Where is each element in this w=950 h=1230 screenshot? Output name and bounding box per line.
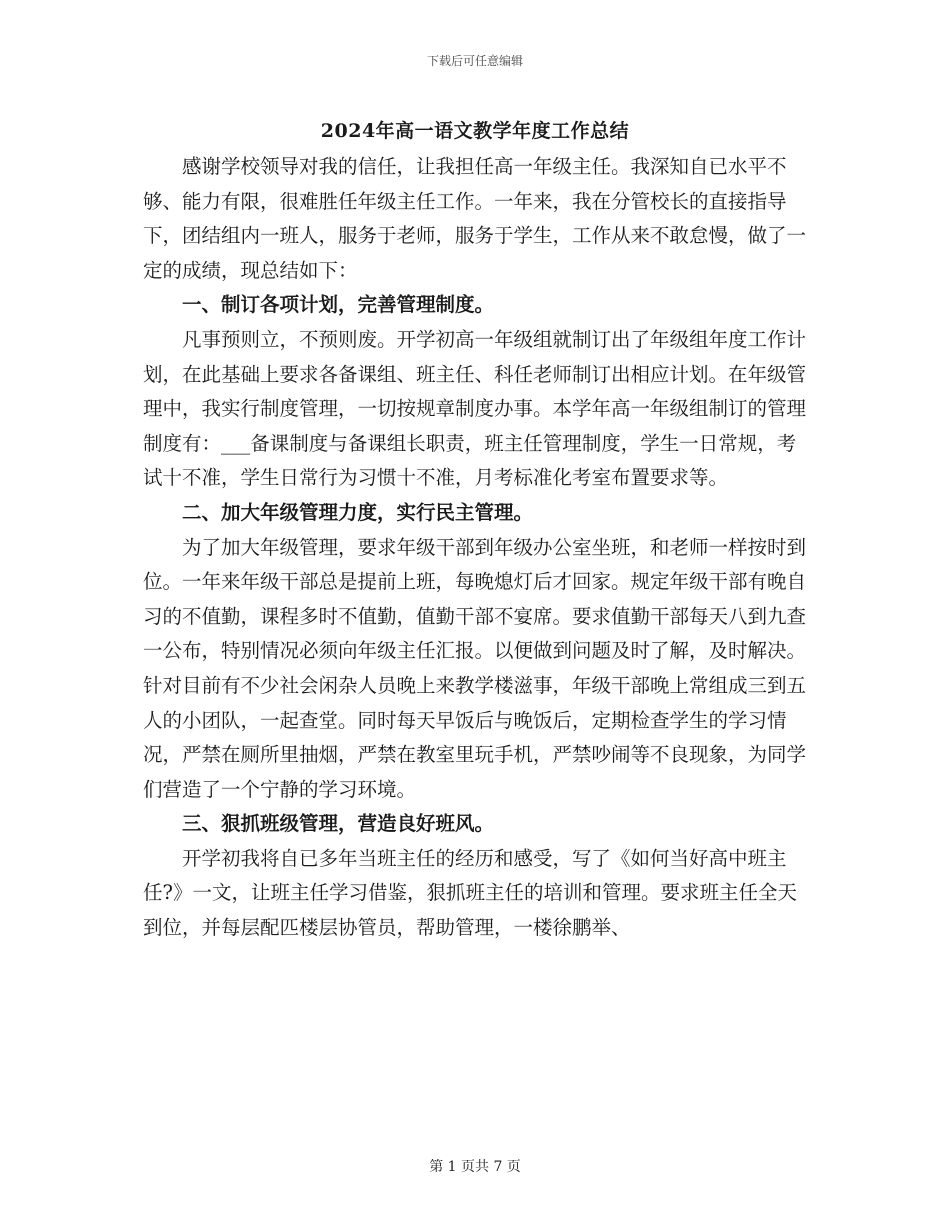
section-heading-2: 二、加大年级管理力度，实行民主管理。: [182, 500, 534, 524]
document-body: [143, 150, 813, 946]
section-paragraph-3: 开学初我将自已多年当班主任的经历和感受，写了《如何当好高中班主任?》一文，让班主任学习借鉴，狠抓班主任的培训和管理。要求班主任全天到位，并每层配匹楼层协管员，帮助管理，一楼徐鹏举、: [143, 846, 797, 940]
section-paragraph-2: 为了加大年级管理，要求年级干部到年级办公室坐班，和老师一样按时到位。一年来年级干部总是提前上班，每晚熄灯后才回家。规定年级干部有晚自习的不值勤，课程多时不值勤，值勤干部不宴席。要求值勤干部每天八到九查一公布，特别情况必须向年级主任汇报。以便做到问题及时了解，及时解决。针对目前有不少社会闲杂人员晚上来教学楼滋事，年级干部晚上常组成三到五人的小团队，一起查堂。同时每天早饭后与晚饭后，定期检查学生的学习情况，严禁在厕所里抽烟，严禁在教室里玩手机，严禁吵闹等不良现象，为同学们营造了一个宁静的学习环境。: [143, 535, 807, 801]
document-title: 2024年高一语文教学年度工作总结: [320, 120, 630, 142]
page-number: 第 1 页共 7 页: [429, 1159, 521, 1175]
section-heading-3: 三、狠抓班级管理，营造良好班风。: [182, 812, 495, 836]
section-heading-1: 一、制订各项计划，完善管理制度。: [182, 293, 495, 317]
section-paragraph-1: 凡事预则立，不预则废。开学初高一年级组就制订出了年级组年度工作计划，在此基础上要求各备课组、班主任、科任老师制订出相应计划。在年级管理中，我实行制度管理，一切按规章制度办事。本学年高一年级组制订的管理制度有：___备课制度与备课组长职责，班主任管理制度，学生一日常规，考试十不准，学生日常行为习惯十不准，月考标准化考室布置要求等。: [143, 327, 807, 490]
page-header-note: 下载后可任意编辑: [426, 54, 523, 68]
intro-paragraph: 感谢学校领导对我的信任，让我担任高一年级主任。我深知自已水平不够、能力有限，很难胜任年级主任工作。一年来，我在分管校长的直接指导下，团结组内一班人，服务于老师，服务于学生，工作从来不敢怠慢，做了一定的成绩，现总结如下：: [143, 155, 807, 282]
